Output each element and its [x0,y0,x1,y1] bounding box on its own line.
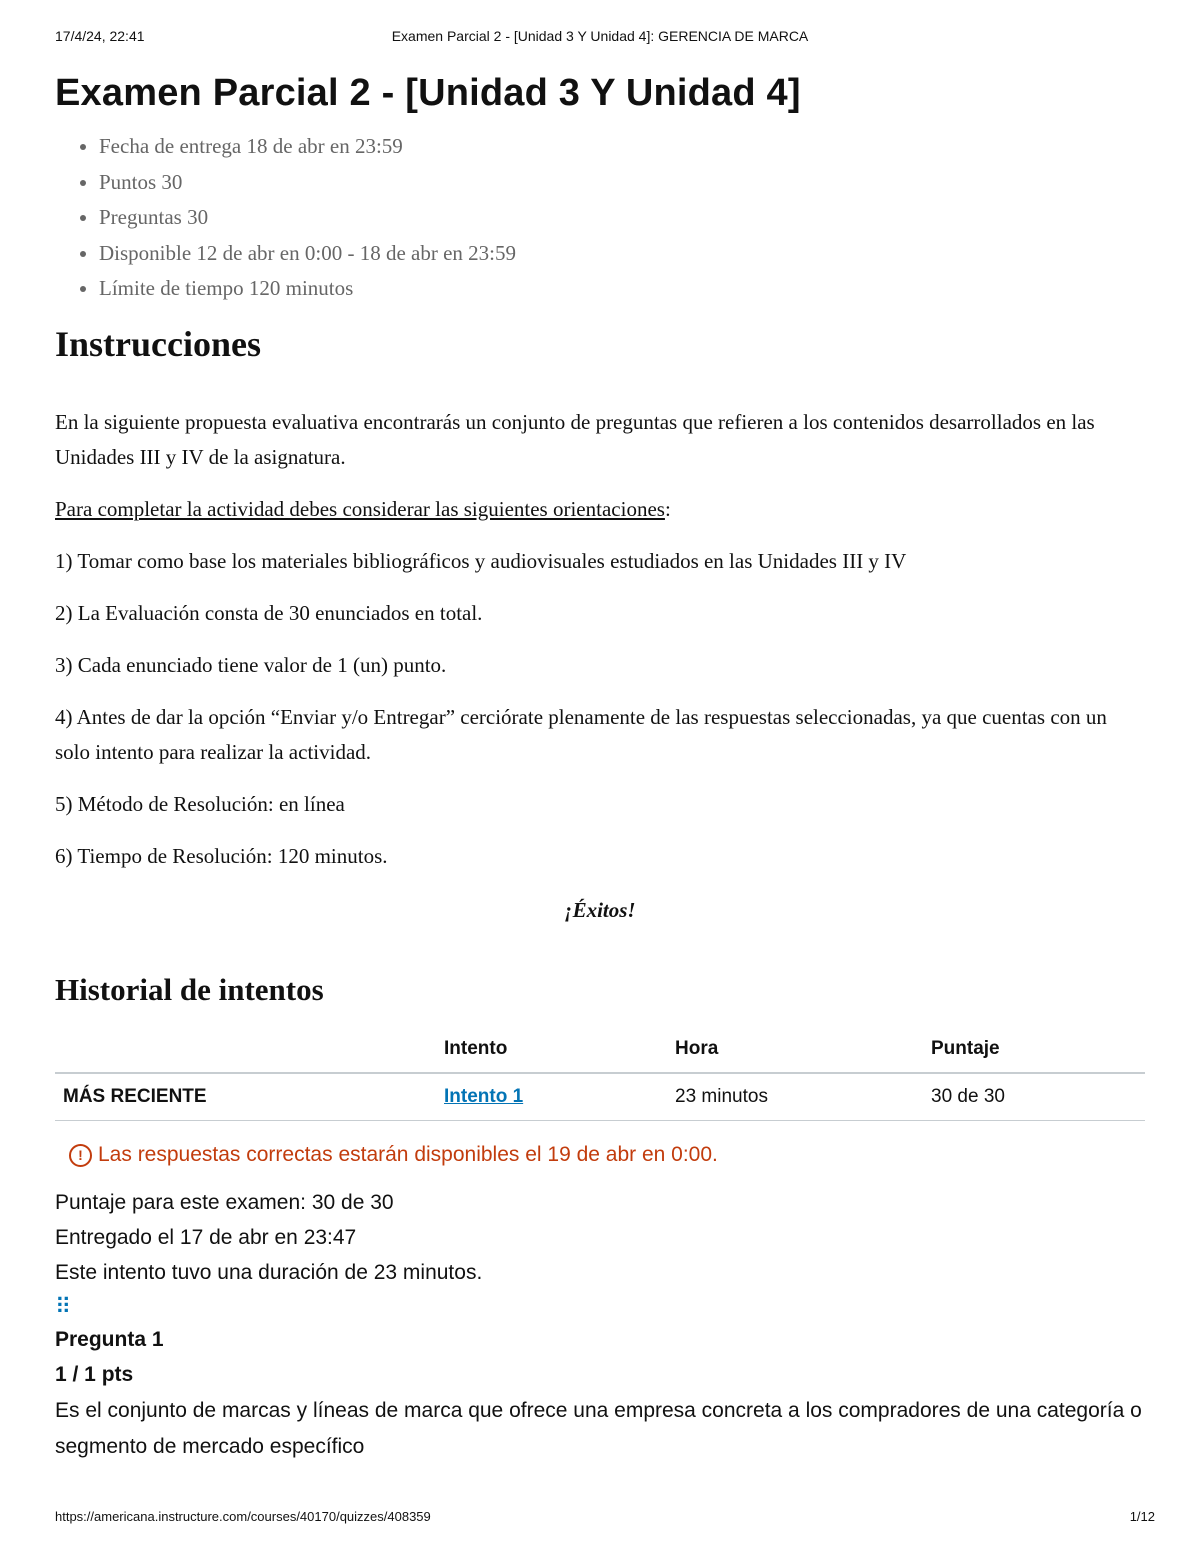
footer-url: https://americana.instructure.com/courses/40170/quizzes/408359 [55,1509,431,1524]
answers-availability-notice [69,1143,1145,1167]
print-footer [55,1509,1155,1531]
page-content [55,72,1145,1465]
instruction-item-2: 2) La Evaluación consta de 30 enunciados en total. [55,600,483,625]
column-header-time: Hora [667,1028,923,1073]
instructions-intro: En la siguiente propuesta evaluativa encontrarás un conjunto de preguntas que refieren a los contenidos desarrollados en las Unidades III y IV de la asignatura. [55,409,1095,469]
column-header-label [55,1028,436,1073]
instruction-item-1: 1) Tomar como base los materiales bibliográficos y audiovisuales estudiados en las Unidades III y IV [55,548,907,573]
instruction-item-5: 5) Método de Resolución: en línea [55,791,345,816]
summary-duration: Este intento tuvo una duración de 23 minutos. [55,1260,483,1284]
detail-availability: • Disponible 12 de abr en 0:00 - 18 de abr en 23:59 [99,236,1145,272]
question-text: Es el conjunto de marcas y líneas de marca que ofrece una empresa concreta a los compradores de una categoría o segmento de mercado específico [55,1398,1142,1458]
instruction-item-3: 3) Cada enunciado tiene valor de 1 (un) punto. [55,652,447,677]
instruction-item-4: 4) Antes de dar la opción “Enviar y/o Entregar” cerciórate plenamente de las respuestas seleccionadas, ya que cuentas con un solo intento para realizar la actividad. [55,704,1107,764]
column-header-attempt: Intento [436,1028,667,1073]
question-title: Pregunta 1 [55,1327,164,1351]
attempt-summary [55,1185,1145,1290]
summary-score: Puntaje para este examen: 30 de 30 [55,1190,394,1214]
history-heading: Historial de intentos [55,971,324,1007]
detail-time-limit: • Límite de tiempo 120 minutos [99,271,1145,307]
footer-page-number: 1/12 [1129,1509,1155,1524]
exam-title: Examen Parcial 2 - [Unidad 3 Y Unidad 4] [55,72,801,114]
notice-text: Las respuestas correctas estarán disponibles el 19 de abr en 0:00. [98,1142,718,1166]
row-time: 23 minutos [667,1073,923,1121]
print-date: 17/4/24, 22:41 [55,28,145,44]
row-label: MÁS RECIENTE [55,1073,436,1121]
row-attempt-cell [436,1073,667,1121]
drag-handle-icon[interactable]: ⠿ [55,1293,70,1319]
exam-details-list [55,129,1145,307]
print-document-title: Examen Parcial 2 - [Unidad 3 Y Unidad 4]: GERENCIA DE MARCA [391,28,809,44]
question-1 [55,1322,1145,1465]
summary-submitted: Entregado el 17 de abr en 23:47 [55,1225,357,1249]
detail-points: • Puntos 30 [99,165,1145,201]
instructions-body [55,405,1145,928]
instruction-item-6: 6) Tiempo de Resolución: 120 minutos. [55,843,388,868]
orientation-line [55,492,1145,527]
attempt-history-table [55,1028,1145,1121]
detail-questions: • Preguntas 30 [99,200,1145,236]
detail-due-date: • Fecha de entrega 18 de abr en 23:59 [99,129,1145,165]
question-points: 1 / 1 pts [55,1362,134,1386]
attempt-link[interactable]: Intento 1 [444,1085,524,1107]
closing-message: ¡Éxitos! [564,897,636,922]
orientation-label: Para completar la actividad debes considerar las siguientes orientaciones [55,496,665,521]
info-icon: ! [69,1144,92,1167]
instructions-heading: Instrucciones [55,323,261,364]
table-row [55,1073,1145,1121]
column-header-score: Puntaje [923,1028,1145,1073]
print-header [55,28,1145,50]
row-score: 30 de 30 [923,1073,1145,1121]
table-header-row [55,1028,1145,1073]
orientation-colon: : [664,496,671,521]
